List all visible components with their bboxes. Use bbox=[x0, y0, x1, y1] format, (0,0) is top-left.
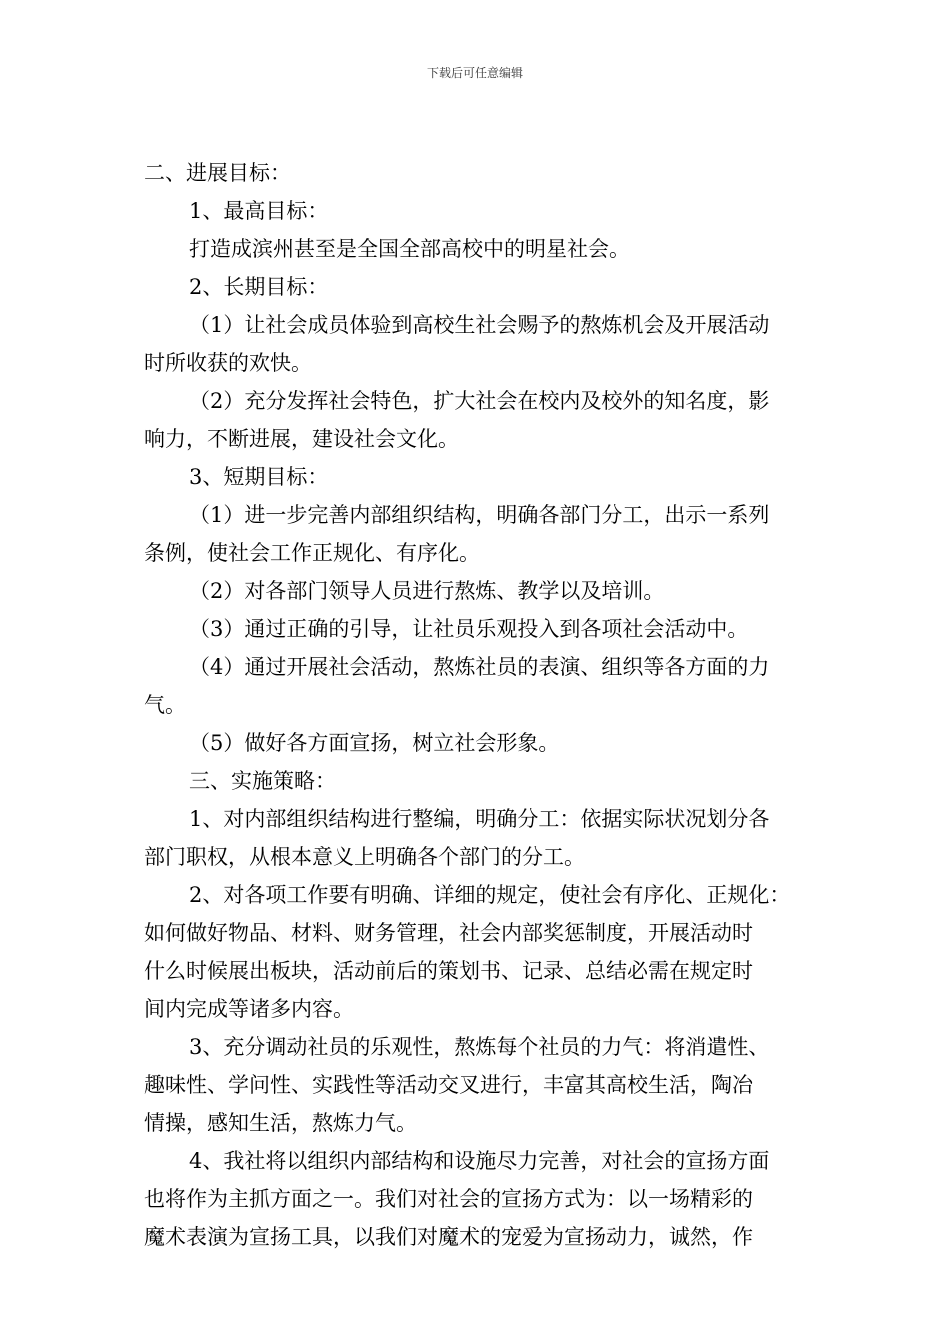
text-line: 2、对各项工作要有明确、详细的规定，使社会有序化、正规化： bbox=[189, 883, 791, 907]
text-line: 什么时候展出板块，活动前后的策划书、记录、总结必需在规定时 bbox=[144, 959, 753, 983]
text-line: （1）让社会成员体验到高校生社会赐予的熬炼机会及开展活动 bbox=[189, 313, 770, 337]
text-line: （3）通过正确的引导，让社员乐观投入到各项社会活动中。 bbox=[189, 617, 749, 641]
text-line: 如何做好物品、材料、财务管理，社会内部奖惩制度，开展活动时 bbox=[144, 921, 753, 945]
text-line: 3、短期目标： bbox=[189, 465, 329, 489]
text-line: 响力，不断进展，建设社会文化。 bbox=[144, 427, 459, 451]
text-line: 时所收获的欢快。 bbox=[144, 351, 312, 375]
text-line: 间内完成等诸多内容。 bbox=[144, 997, 354, 1021]
text-line: 1、最高目标： bbox=[189, 199, 329, 223]
text-line: 趣味性、学问性、实践性等活动交叉进行，丰富其高校生活，陶冶 bbox=[144, 1073, 753, 1097]
text-line: 条例，使社会工作正规化、有序化。 bbox=[144, 541, 480, 565]
text-line: 3、充分调动社员的乐观性，熬炼每个社员的力气：将消遣性、 bbox=[189, 1035, 770, 1059]
text-line: 情操，感知生活，熬炼力气。 bbox=[144, 1111, 417, 1135]
text-line: 4、我社将以组织内部结构和设施尽力完善，对社会的宣扬方面 bbox=[189, 1149, 770, 1173]
text-line: 打造成滨州甚至是全国全部高校中的明星社会。 bbox=[189, 237, 630, 261]
text-line: 2、长期目标： bbox=[189, 275, 329, 299]
page-header: 下载后可任意编辑 bbox=[426, 66, 523, 80]
text-line: （4）通过开展社会活动，熬炼社员的表演、组织等各方面的力 bbox=[189, 655, 770, 679]
text-line: 1、对内部组织结构进行整编，明确分工：依据实际状况划分各 bbox=[189, 807, 770, 831]
text-line: （5）做好各方面宣扬，树立社会形象。 bbox=[189, 731, 560, 755]
text-line: 三、实施策略： bbox=[189, 769, 336, 793]
text-line: 也将作为主抓方面之一。我们对社会的宣扬方式为：以一场精彩的 bbox=[144, 1187, 753, 1211]
text-line: 魔术表演为宣扬工具，以我们对魔术的宠爱为宣扬动力，诚然，作 bbox=[144, 1225, 753, 1249]
text-line: （2）充分发挥社会特色，扩大社会在校内及校外的知名度，影 bbox=[189, 389, 770, 413]
text-line: （1）进一步完善内部组织结构，明确各部门分工，出示一系列 bbox=[189, 503, 770, 527]
document-body bbox=[144, 154, 820, 1256]
text-line: 部门职权，从根本意义上明确各个部门的分工。 bbox=[144, 845, 585, 869]
text-line: 二、进展目标： bbox=[144, 161, 291, 185]
text-line: 气。 bbox=[144, 693, 186, 717]
text-line: （2）对各部门领导人员进行熬炼、教学以及培训。 bbox=[189, 579, 665, 603]
